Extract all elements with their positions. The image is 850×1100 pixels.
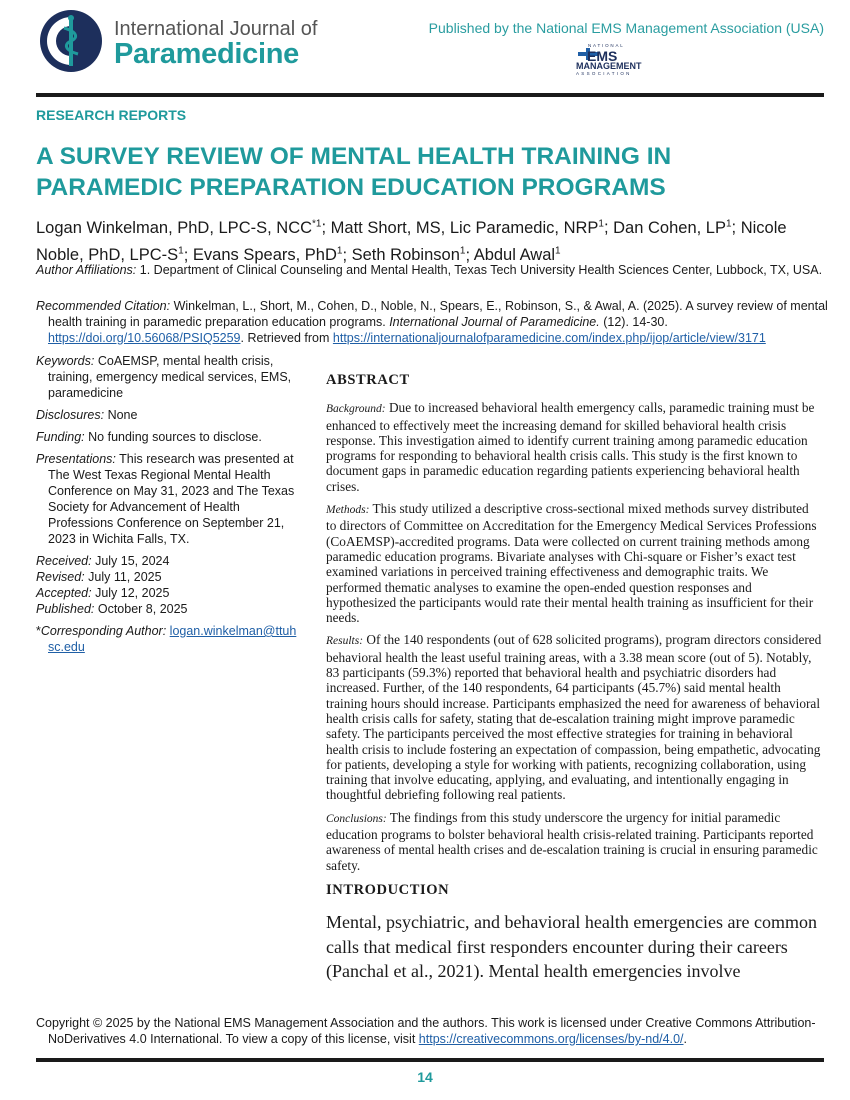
citation-label: Recommended Citation: [36,299,171,313]
journal-name-main: Paramedicine [114,38,299,70]
author-affiliation-marker: *1 [312,218,322,229]
author-affiliation-marker: 1 [725,218,732,229]
author-name-text: Abdul Awal [473,246,556,264]
citation-text: Winkelman, L., Short, M., Cohen, D., Noble, N., Spears, E., Robinson, S., & Awal, A. (2025). A survey review of mental health training in paramedic preparation education programs. [48,299,828,329]
revised-date [36,569,298,585]
author-name-text: Nicole Noble, PhD, LPC-S [36,218,787,264]
conclusions-text: The findings from this study underscore the urgency for initial paramedic education programs to bolster behavioral health crisis-related training. Participants reported awareness of mental health crises and de-escalation training is crucial in ensuring paramedic safety. [326,809,818,873]
author-name [331,219,604,237]
published-date [36,601,298,617]
author-name-text: Evans Spears, PhD [192,246,337,264]
disclosures-label: Disclosures: [36,408,105,422]
article-title: A SURVEY REVIEW OF MENTAL HEALTH TRAINING IN PARAMEDIC PREPARATION EDUCATION PROGRAMS [36,143,672,201]
abstract-column [326,373,822,984]
author-affiliation-marker: 1 [459,245,466,257]
published-value: October 8, 2025 [97,602,188,616]
results-text: Of the 140 respondents (out of 628 solicited programs), program directors considered behavioral health the least useful training areas, with a 3.38 mean score (out of 5). Notably, 83 participants (59.3%) reported that behavioral health and psychiatric disorders had increased. Further, of the 140 respondents, 64 participants (45.7%) said mental health training hours should increase. Participants emphasized the need for awareness of behavioral health crisis calls for safety, stating that de-escalation training might improve paramedic safety. The participants perceived the most effective strategies for training in behavioral health crisis to include fostering an expectation of compassion, being empathetic, advocating for patients, developing a style for working with patients, recognizing collaboration, using training that involve educating, applying, and evaluating, and intentionally engaging in thoughtful debriefing following real patients. [326,632,822,803]
author-name-text: Matt Short, MS, Lic Paramedic, NRP [330,218,599,237]
keywords [36,353,298,401]
introduction-heading: INTRODUCTION [326,881,450,898]
accepted-label: Accepted: [36,586,92,600]
publisher-line: Published by the National EMS Management Association (USA) [428,20,824,36]
author-affiliations [36,262,838,278]
background-label: Background: [326,403,386,416]
abstract-conclusions [326,810,822,873]
presentations-value: This research was presented at The West Texas Regional Mental Health Conference on May 31, 2023 and The Texas Society for Advancement of Health Professions Conference on September 21, 2023 in Wichita Falls, TX. [48,452,295,546]
author-affiliation-marker: 1 [336,245,343,257]
published-label: Published: [36,602,95,616]
conclusions-label: Conclusions: [326,812,387,825]
background-text: Due to increased behavioral health emergency calls, paramedic training must be enhanced to effectively meet the increasing demand for skilled behavioral health crisis response. This investigation aimed to identify current training among paramedic education programs for responding to behavioral health crisis calls. This study is the first known to document gaps in paramedic education regarding patients experiencing behavioral health crises. [326,400,815,494]
affiliations-text: 1. Department of Clinical Counseling and Mental Health, Texas Tech University Health Sciences Center, Lubbock, TX, USA. [139,263,823,277]
disclosures [36,407,298,423]
author-name-text: Dan Cohen, LP [613,218,726,237]
journal-logo-icon [38,8,104,74]
corresponding-label: Corresponding Author: [40,624,167,638]
author-name [613,219,731,237]
citation-issue-pages: (12). 14-30. [603,315,668,329]
author-affiliation-marker: 1 [178,245,184,257]
header-rule [36,93,824,97]
funding [36,429,298,445]
received-label: Received: [36,554,92,568]
author-affiliation-marker: 1 [555,245,561,257]
nemsma-logo-association: ASSOCIATION [576,71,632,76]
journal-name-top: International Journal of [114,18,318,40]
methods-label: Methods: [326,504,370,517]
funding-value: No funding sources to disclose. [88,430,262,444]
abstract-heading: ABSTRACT [326,372,410,388]
citation-journal: International Journal of Paramedicine. [389,315,600,329]
section-label: RESEARCH REPORTS [36,107,187,123]
license-link[interactable]: https://creativecommons.org/licenses/by-nd/4.0/ [418,1032,684,1046]
copyright-notice [36,1015,838,1047]
affiliations-label: Author Affiliations: [36,263,137,277]
nemsma-logo-ems: EMS [587,48,618,64]
received-date [36,553,298,569]
recommended-citation [36,298,838,346]
abstract-background [326,400,822,494]
author-list: Logan Winkelman, PhD, LPC-S, NCC$^{*1}$; Matt Short, MS, Lic Paramedic, NRP$^1$; Dan Cohen, $LP^1$; Nicole Noble, PhD, LPC-$S^1$; Evans Spears, PhD$^1$; Seth Robinson$^1$; Abdul Awal$^1$ [36,218,787,264]
revised-label: Revised: [36,570,85,584]
author-name-text: Seth Robinson [351,246,460,264]
received-value: July 15, 2024 [95,554,170,568]
footer-rule [36,1058,824,1062]
presentations-label: Presentations: [36,452,116,466]
funding-label: Funding: [36,430,85,444]
author-name [36,219,321,237]
corresponding-email-link[interactable]: logan.winkelman@ttuhsc.edu [48,624,297,654]
keywords-label: Keywords: [36,354,95,368]
introduction-text: Mental, psychiatric, and behavioral health emergencies are common calls that medical first responders encounter during their careers (Panchal et al., 2021). Mental health emergencies involve [326,912,817,982]
accepted-value: July 12, 2025 [95,586,170,600]
corresponding-author: *Corresponding Author: logan.winkelman@ttuhsc.edu [36,624,297,654]
nemsma-logo-management: MANAGEMENT [576,61,642,71]
nemsma-logo-national: NATIONAL [588,43,625,48]
presentations [36,451,298,547]
author-affiliation-marker: 1 [598,218,604,229]
citation-retrieved: . Retrieved from [240,331,330,345]
doi-link[interactable]: https://doi.org/10.56068/PSIQ5259 [48,331,241,345]
keywords-value: CoAEMSP, mental health crisis, training, emergency medical services, EMS, paramedicine [48,354,292,400]
disclosures-value: None [107,408,138,422]
nemsma-logo [574,42,656,76]
article-url-link[interactable]: https://internationaljournalofparamedicine.com/index.php/ijop/article/view/3171 [332,331,766,345]
page-number: 14 [417,1069,433,1085]
revised-value: July 11, 2025 [88,570,162,584]
license-end: . [683,1032,687,1046]
results-label: Results: [326,635,364,648]
author-name-text: Logan Winkelman, PhD, LPC-S, NCC [36,218,313,237]
accepted-date [36,585,298,601]
methods-text: This study utilized a descriptive cross-sectional mixed methods survey distributed to directors of Committee on Accreditation for the Emergency Medical Services Professions (CoAEMSP)-accredited programs. Data were collected on current training methods among paramedic education programs. Bivariate analyses with Chi-square or Fisher’s exact test examined variations in perceived training effectiveness and demographic traits. We performed thematic analyses to examine the open-ended question responses and hypothesized the participants would rate their mental health training as insufficient for their needs. [326,501,817,626]
article-info-sidebar [36,353,298,661]
abstract-results [326,632,822,802]
abstract-methods [326,501,822,625]
copyright-text: Copyright © 2025 by the National EMS Management Association and the authors. This work is licensed under Creative Commons Attribution-NoDerivatives 4.0 International. To view a copy of this license, visit [36,1016,816,1046]
